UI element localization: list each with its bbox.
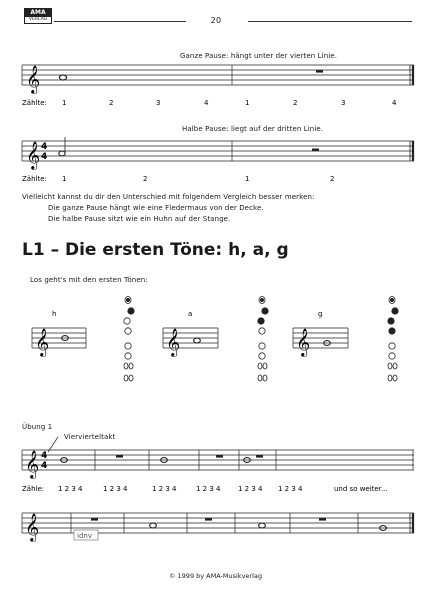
vergleich-intro: Vielleicht kannst du dir den Unterschied mit folgendem Vergleich besser merken:: [22, 193, 315, 201]
zaehle-label-1: Zählte:: [22, 99, 47, 107]
note-name-g: g: [318, 310, 323, 318]
vergleich-huhn: Die halbe Pause sitzt wie ein Huhn auf der Stange.: [48, 215, 231, 223]
staff-halbe-pause: [22, 141, 414, 161]
treble-clef-icon: 𝄞: [26, 65, 41, 93]
fingering-chart-h: [124, 297, 134, 382]
whole-note: [259, 523, 266, 528]
count: 2: [109, 99, 114, 107]
page-number: 20: [210, 16, 222, 25]
count-group: 1 2 3 4: [58, 485, 83, 493]
treble-clef-icon: 𝄞: [25, 450, 40, 478]
count-group: 1 2 3 4: [103, 485, 128, 493]
half-rest: [312, 149, 319, 152]
ganze-pause-caption: Ganze Pause: hängt unter der vierten Linie.: [180, 52, 338, 60]
count: 1: [62, 99, 67, 107]
treble-clef-icon: 𝄞: [25, 513, 40, 541]
note-name-a: a: [188, 310, 193, 318]
lesson-title: L1 – Die ersten Töne: h, a, g: [22, 240, 289, 260]
zaehle-label-3: Zähle:: [22, 485, 45, 493]
whole-rest: [205, 518, 212, 521]
count: 2: [330, 175, 335, 183]
whole-rest: [256, 455, 263, 458]
count: 4: [392, 99, 397, 107]
lesson-intro: Los geht's mit den ersten Tönen:: [30, 276, 148, 284]
whole-rest: [216, 455, 223, 458]
count: 2: [293, 99, 298, 107]
whole-rest: [316, 70, 323, 73]
time-sig-bottom: 4: [41, 461, 48, 471]
copyright: © 1999 by AMA-Musikverlag: [168, 572, 263, 580]
uebung-label: Übung 1: [22, 423, 53, 431]
treble-clef-icon: 𝄞: [26, 141, 41, 169]
fingering-chart-g: [388, 297, 398, 382]
viervierteltakt-label: Viervierteltakt: [64, 433, 116, 441]
und-so-weiter: und so weiter...: [334, 485, 388, 493]
staff-uebung-1: [22, 450, 414, 470]
whole-rest: [116, 455, 123, 458]
count: 1: [245, 175, 250, 183]
whole-note: [150, 523, 157, 528]
count: 1: [62, 175, 67, 183]
halbe-pause-caption: Halbe Pause: liegt auf der dritten Linie.: [182, 125, 324, 133]
half-note: [59, 151, 65, 156]
logo-text: AMA: [25, 9, 51, 17]
count: 3: [341, 99, 346, 107]
time-sig-top: 4: [41, 451, 48, 461]
note-name-h: h: [52, 310, 57, 318]
whole-note: [59, 75, 66, 80]
treble-clef-icon: 𝄞: [35, 328, 50, 356]
logo-subtext: VERLAG: [28, 17, 48, 22]
count-group: 1 2 3 4: [238, 485, 263, 493]
vergleich-fledermaus: Die ganze Pause hängt wie eine Fledermaus von der Decke.: [48, 204, 264, 212]
whole-rest: [91, 518, 98, 521]
zaehle-label-2: Zählte:: [22, 175, 47, 183]
fingering-chart-a: [258, 297, 268, 382]
count: 4: [204, 99, 209, 107]
watermark-text: idnv: [77, 532, 92, 540]
whole-note-a: [194, 338, 201, 343]
count: 1: [245, 99, 250, 107]
count: 3: [156, 99, 161, 107]
count-group: 1 2 3 4: [278, 485, 303, 493]
whole-rest: [319, 518, 326, 521]
staff-ganze-pause: [22, 65, 414, 85]
count: 2: [143, 175, 148, 183]
count-group: 1 2 3 4: [152, 485, 177, 493]
treble-clef-icon: 𝄞: [166, 328, 181, 356]
count-group: 1 2 3 4: [196, 485, 221, 493]
time-sig-bottom: 4: [41, 152, 48, 162]
time-sig-top: 4: [41, 142, 48, 152]
treble-clef-icon: 𝄞: [296, 328, 311, 356]
